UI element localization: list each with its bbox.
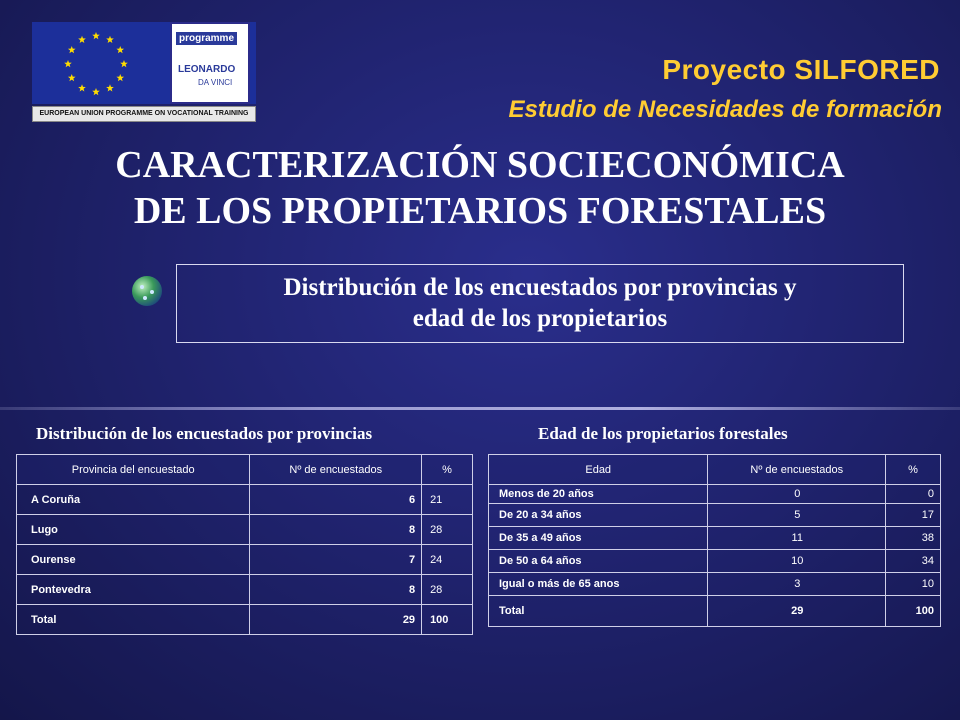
cell-percent: 100 <box>422 605 473 635</box>
cell-age: Igual o más de 65 anos <box>489 573 708 596</box>
eu-star-icon <box>78 36 86 43</box>
cell-percent: 34 <box>886 550 941 573</box>
eu-star-icon <box>106 84 114 91</box>
section-heading-line2: edad de los propietarios <box>412 305 668 332</box>
project-subtitle: Estudio de Necesidades de formación <box>508 96 942 123</box>
eu-star-icon <box>106 36 114 43</box>
age-table <box>488 454 941 627</box>
column-header: % <box>422 455 473 485</box>
cell-province: Total <box>17 605 250 635</box>
table-row <box>489 573 941 596</box>
cell-count: 29 <box>708 596 886 627</box>
section-heading-line1: Distribución de los encuestados por provincias y <box>283 274 797 301</box>
table-header-row <box>17 455 473 485</box>
eu-star-icon <box>64 60 72 67</box>
province-table <box>16 454 473 635</box>
cell-percent: 17 <box>886 504 941 527</box>
eu-star-icon <box>116 46 124 53</box>
cell-province: Ourense <box>17 545 250 575</box>
globe-bullet-icon <box>132 276 162 306</box>
table-row <box>489 550 941 573</box>
cell-age: Menos de 20 años <box>489 485 708 504</box>
table-total-row <box>489 596 941 627</box>
cell-age: De 35 a 49 años <box>489 527 708 550</box>
table-row <box>489 527 941 550</box>
table-header-row <box>489 455 941 485</box>
table-row <box>489 504 941 527</box>
cell-percent: 28 <box>422 575 473 605</box>
cell-count: 29 <box>250 605 422 635</box>
cell-province: Pontevedra <box>17 575 250 605</box>
eu-star-icon <box>68 46 76 53</box>
cell-age: Total <box>489 596 708 627</box>
cell-percent: 24 <box>422 545 473 575</box>
cell-percent: 100 <box>886 596 941 627</box>
column-header: Provincia del encuestado <box>17 455 250 485</box>
column-header: Nº de encuestados <box>250 455 422 485</box>
eu-star-icon <box>116 74 124 81</box>
page-title-line2: DE LOS PROPIETARIOS FORESTALES <box>133 190 827 232</box>
table2-title: Edad de los propietarios forestales <box>538 424 788 443</box>
table-row <box>17 485 473 515</box>
eu-band-text: EUROPEAN UNION PROGRAMME ON VOCATIONAL TRAINING <box>32 106 256 122</box>
leonardo-logo <box>170 22 250 104</box>
globe-node <box>150 290 154 294</box>
eu-star-icon <box>92 88 100 95</box>
leonardo-sub: DA VINCI <box>198 78 233 87</box>
page-title-line1: CARACTERIZACIÓN SOCIECONÓMICA <box>115 144 845 186</box>
globe-node <box>143 296 147 300</box>
eu-stars-icon <box>32 22 172 104</box>
cell-count: 3 <box>708 573 886 596</box>
cell-count: 0 <box>708 485 886 504</box>
leonardo-programme-label: programme <box>176 32 237 45</box>
cell-age: De 20 a 34 años <box>489 504 708 527</box>
cell-age: De 50 a 64 años <box>489 550 708 573</box>
cell-count: 6 <box>250 485 422 515</box>
cell-count: 10 <box>708 550 886 573</box>
column-header: % <box>886 455 941 485</box>
table-total-row <box>17 605 473 635</box>
cell-percent: 21 <box>422 485 473 515</box>
globe-node <box>140 285 144 289</box>
table-row <box>17 575 473 605</box>
cell-count: 8 <box>250 515 422 545</box>
table-row <box>17 545 473 575</box>
eu-star-icon <box>68 74 76 81</box>
cell-percent: 28 <box>422 515 473 545</box>
cell-percent: 38 <box>886 527 941 550</box>
eu-star-icon <box>78 84 86 91</box>
cell-count: 11 <box>708 527 886 550</box>
table-row <box>489 485 941 504</box>
table-row <box>17 515 473 545</box>
column-header: Edad <box>489 455 708 485</box>
cell-count: 8 <box>250 575 422 605</box>
cell-count: 7 <box>250 545 422 575</box>
cell-percent: 10 <box>886 573 941 596</box>
leonardo-name: LEONARDO <box>178 64 236 75</box>
cell-province: Lugo <box>17 515 250 545</box>
cell-province: A Coruña <box>17 485 250 515</box>
eu-star-icon <box>120 60 128 67</box>
eu-star-icon <box>92 32 100 39</box>
divider <box>0 407 960 410</box>
section-heading-box <box>176 264 904 343</box>
project-title: Proyecto SILFORED <box>662 54 940 85</box>
column-header: Nº de encuestados <box>708 455 886 485</box>
cell-percent: 0 <box>886 485 941 504</box>
cell-count: 5 <box>708 504 886 527</box>
page-title <box>0 142 960 234</box>
table1-title: Distribución de los encuestados por provincias <box>36 424 373 443</box>
